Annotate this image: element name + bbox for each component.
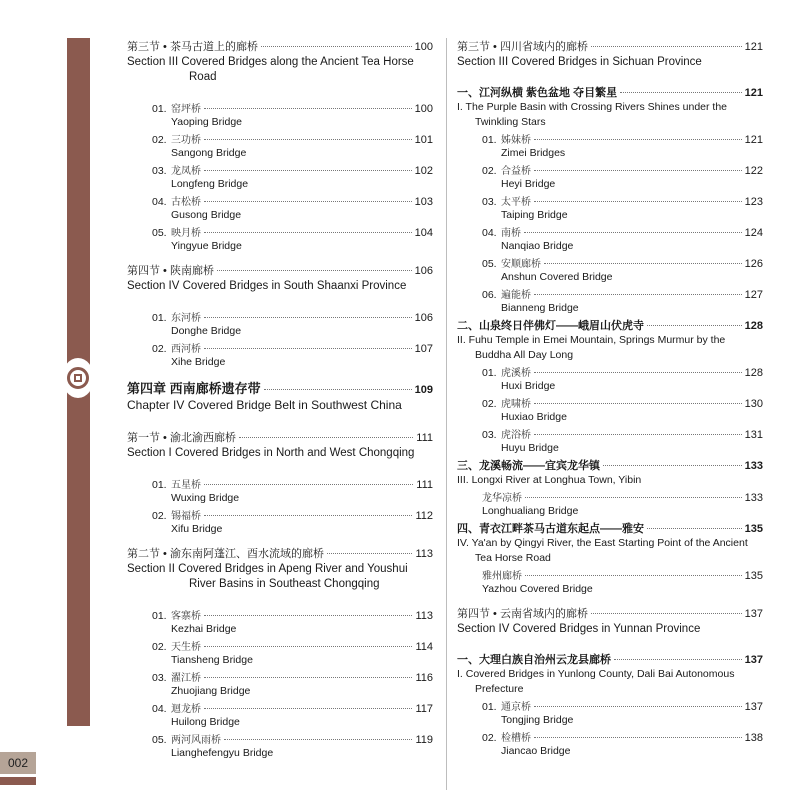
toc-entry-header [152, 507, 433, 522]
entry-page-number: 107 [414, 343, 433, 355]
dot-leader [647, 528, 742, 529]
dot-leader [204, 232, 412, 233]
section-heading [457, 38, 763, 54]
dot-leader [217, 270, 412, 271]
section-block[interactable] [127, 545, 433, 761]
entry-title-cn: 龙华凉桥 [482, 493, 522, 504]
toc-item-list [457, 567, 763, 597]
toc-entry-header [482, 426, 763, 441]
section-block[interactable] [457, 38, 763, 597]
toc-entry[interactable] [482, 193, 763, 223]
toc-entry-header [152, 476, 433, 491]
entry-number: 05. [152, 227, 167, 239]
section-heading [127, 545, 433, 561]
dot-leader [544, 263, 742, 264]
entry-number: 04. [152, 703, 167, 715]
dot-leader [204, 348, 412, 349]
toc-entry[interactable] [482, 224, 763, 254]
toc-entry[interactable] [482, 286, 763, 316]
toc-entry[interactable] [152, 162, 433, 192]
entry-title-cn: 雅州廊桥 [482, 571, 522, 582]
toc-entry-header [152, 309, 433, 324]
entry-title-en: Kezhai Bridge [171, 623, 237, 635]
entry-title-en: Yingyue Bridge [171, 240, 242, 252]
toc-entry-header [152, 638, 433, 653]
toc-entry[interactable] [482, 162, 763, 192]
entry-title-cn: 姊妹桥 [501, 135, 531, 146]
section-heading [457, 605, 763, 621]
entry-number: 02. [482, 165, 497, 177]
toc-entry-header [482, 729, 763, 744]
dot-leader [534, 139, 742, 140]
entry-page-number: 106 [414, 312, 433, 324]
dot-leader [534, 706, 742, 707]
entry-title-en: Taiping Bridge [501, 209, 568, 221]
entry-title-cn: 映月桥 [171, 228, 201, 239]
dot-leader [534, 434, 742, 435]
toc-right-column [457, 38, 763, 767]
entry-title-en: Huilong Bridge [171, 716, 240, 728]
section-title-en: Section II Covered Bridges in Apeng River and Youshui River Basins in Southeast Chongqing [127, 563, 408, 590]
dot-leader [239, 437, 413, 438]
toc-entry[interactable] [152, 476, 433, 506]
entry-page-number: 112 [415, 510, 433, 522]
entry-title-cn: 两河风雨桥 [171, 735, 221, 746]
entry-page-number: 128 [744, 367, 763, 379]
toc-item-list [127, 100, 433, 254]
entry-title-en: Anshun Covered Bridge [501, 271, 613, 283]
subsection-title-en: I. The Purple Basin with Crossing Rivers Shines under the Twinkling Stars [457, 101, 728, 128]
section-title-en: Section III Covered Bridges along the Ancient Tea Horse Road [127, 56, 414, 83]
entry-title-cn: 客寨桥 [171, 611, 201, 622]
entry-title-en: Gusong Bridge [171, 209, 242, 221]
entry-page-number: 121 [744, 134, 763, 146]
entry-title-cn: 天生桥 [171, 642, 201, 653]
entry-title-en: Zhuojiang Bridge [171, 685, 251, 697]
toc-entry[interactable] [482, 698, 763, 728]
page-number: 002 [0, 752, 36, 774]
toc-entry-header [482, 162, 763, 177]
toc-entry-header [482, 224, 763, 239]
dot-leader [591, 613, 742, 614]
entry-number: 02. [152, 134, 167, 146]
dot-leader [261, 46, 412, 47]
toc-entry-header [482, 364, 763, 379]
section-title-en: Section IV Covered Bridges in Yunnan Province [457, 623, 701, 635]
entry-title-en: Yaoping Bridge [171, 116, 243, 128]
chapter-page-number: 109 [414, 384, 433, 396]
subsection-heading [457, 457, 763, 473]
toc-item-list [457, 698, 763, 759]
entry-page-number: 137 [744, 701, 763, 713]
entry-page-number: 111 [416, 479, 433, 491]
dot-leader [647, 325, 742, 326]
entry-number: 01. [152, 103, 167, 115]
subsection-block[interactable] [457, 520, 763, 597]
entry-page-number: 119 [415, 734, 433, 746]
entry-number: 02. [482, 398, 497, 410]
entry-number: 01. [482, 134, 497, 146]
entry-page-number: 101 [414, 134, 433, 146]
entry-number: 01. [482, 701, 497, 713]
dot-leader [204, 317, 412, 318]
section-block[interactable] [457, 605, 763, 759]
entry-number: 04. [152, 196, 167, 208]
section-title-cn: 第二节 • 渝东南阿蓬江、酉水流域的廊桥 [127, 548, 324, 560]
entry-title-cn: 虎溪桥 [501, 368, 531, 379]
entry-title-cn: 太平桥 [501, 197, 531, 208]
toc-entry[interactable] [152, 309, 433, 339]
dot-leader [204, 139, 412, 140]
toc-entry-header [152, 100, 433, 115]
entry-title-cn: 通京桥 [501, 702, 531, 713]
entry-title-en: Heyi Bridge [501, 178, 556, 190]
subsection-block[interactable] [457, 651, 763, 759]
subsection-heading [457, 520, 763, 536]
entry-title-en: Nanqiao Bridge [501, 240, 574, 252]
toc-entry[interactable] [152, 131, 433, 161]
toc-entry-header [482, 286, 763, 301]
toc-item-list [127, 476, 433, 537]
toc-left-column [127, 38, 433, 769]
dot-leader [204, 515, 412, 516]
subsection-block[interactable] [457, 457, 763, 519]
entry-page-number: 117 [415, 703, 433, 715]
entry-number: 02. [482, 732, 497, 744]
column-divider [446, 38, 447, 790]
toc-entry[interactable] [152, 340, 433, 370]
subsection-title-cn: 三、龙溪畅流——宜宾龙华镇 [457, 460, 600, 472]
dot-leader [525, 575, 742, 576]
entry-title-en: Lianghefengyu Bridge [171, 747, 274, 759]
toc-entry-header [482, 567, 763, 582]
entry-number: 03. [152, 165, 167, 177]
entry-title-cn: 古松桥 [171, 197, 201, 208]
dot-leader [204, 484, 413, 485]
toc-entry[interactable] [482, 131, 763, 161]
toc-entry-header [152, 131, 433, 146]
entry-title-en: Zimei Bridges [501, 147, 566, 159]
dot-leader [204, 677, 412, 678]
entry-title-cn: 检槽桥 [501, 733, 531, 744]
entry-title-en: Longhualiang Bridge [482, 505, 579, 517]
dot-leader [204, 615, 412, 616]
entry-page-number: 133 [744, 492, 763, 504]
entry-title-en: Xihe Bridge [171, 356, 226, 368]
section-block[interactable] [127, 262, 433, 370]
toc-item-list [457, 489, 763, 519]
entry-title-en: Jiancao Bridge [501, 745, 571, 757]
section-title-en: Section IV Covered Bridges in South Shaanxi Province [127, 280, 407, 292]
entry-page-number: 123 [744, 196, 763, 208]
toc-entry[interactable] [152, 607, 433, 637]
subsection-title-en: IV. Ya'an by Qingyi River, the East Starting Point of the Ancient Tea Horse Road [457, 537, 748, 564]
section-heading [127, 262, 433, 278]
dot-leader [204, 201, 412, 202]
dot-leader [204, 108, 412, 109]
subsection-title-cn: 一、大理白族自治州云龙县廊桥 [457, 654, 611, 666]
entry-title-cn: 安顺廊桥 [501, 259, 541, 270]
entry-page-number: 103 [414, 196, 433, 208]
dot-leader [603, 465, 742, 466]
dot-leader [264, 389, 412, 390]
subsection-page-number: 133 [744, 460, 763, 472]
entry-title-en: Tiansheng Bridge [171, 654, 253, 666]
section-title-cn: 第四节 • 云南省域内的廊桥 [457, 608, 588, 620]
entry-title-cn: 南桥 [501, 228, 521, 239]
entry-page-number: 126 [744, 258, 763, 270]
toc-entry-header [482, 489, 763, 504]
dot-leader [591, 46, 742, 47]
entry-number: 01. [482, 367, 497, 379]
section-page-number: 106 [414, 265, 433, 277]
dot-leader [620, 92, 742, 93]
toc-entry-header [152, 731, 433, 746]
entry-page-number: 130 [744, 398, 763, 410]
entry-title-en: Huxiao Bridge [501, 411, 567, 423]
entry-title-cn: 濯江桥 [171, 673, 201, 684]
entry-number: 02. [152, 510, 167, 522]
entry-title-cn: 窑坪桥 [171, 104, 201, 115]
section-page-number: 113 [415, 548, 433, 560]
section-title-en: Section I Covered Bridges in North and West Chongqing [127, 447, 415, 459]
entry-title-cn: 虎啸桥 [501, 399, 531, 410]
entry-number: 03. [482, 429, 497, 441]
entry-number: 01. [152, 479, 167, 491]
subsection-title-en: III. Longxi River at Longhua Town, Yibin [457, 474, 642, 486]
entry-title-en: Yazhou Covered Bridge [482, 583, 593, 595]
entry-number: 03. [482, 196, 497, 208]
subsection-heading [457, 84, 763, 100]
section-title-cn: 第四节 • 陕南廊桥 [127, 265, 214, 277]
entry-title-cn: 合益桥 [501, 166, 531, 177]
toc-entry[interactable] [482, 395, 763, 425]
entry-page-number: 131 [744, 429, 763, 441]
entry-title-cn: 五星桥 [171, 480, 201, 491]
dot-leader [534, 403, 742, 404]
toc-entry[interactable] [152, 193, 433, 223]
toc-entry-header [152, 340, 433, 355]
section-title-cn: 第一节 • 渝北渝西廊桥 [127, 432, 236, 444]
entry-title-cn: 龙凤桥 [171, 166, 201, 177]
entry-number: 06. [482, 289, 497, 301]
subsection-block[interactable] [457, 84, 763, 316]
toc-entry-header [482, 698, 763, 713]
section-page-number: 121 [744, 41, 763, 53]
toc-entry-header [152, 193, 433, 208]
entry-number: 05. [152, 734, 167, 746]
entry-title-cn: 锡福桥 [171, 511, 201, 522]
dot-leader [524, 232, 742, 233]
dot-leader [525, 497, 742, 498]
toc-item-list [127, 309, 433, 370]
toc-entry-header [152, 162, 433, 177]
toc-entry[interactable] [482, 567, 763, 597]
toc-entry[interactable] [152, 700, 433, 730]
toc-entry[interactable] [482, 729, 763, 759]
toc-entry[interactable] [152, 224, 433, 254]
entry-title-cn: 东河桥 [171, 313, 201, 324]
entry-page-number: 124 [744, 227, 763, 239]
entry-number: 01. [152, 610, 167, 622]
subsection-page-number: 121 [744, 87, 763, 99]
section-title-en: Section III Covered Bridges in Sichuan Province [457, 56, 702, 68]
entry-title-cn: 三功桥 [171, 135, 201, 146]
entry-title-en: Sangong Bridge [171, 147, 247, 159]
dot-leader [327, 553, 412, 554]
entry-page-number: 135 [744, 570, 763, 582]
section-title-cn: 第三节 • 四川省域内的廊桥 [457, 41, 588, 53]
entry-title-en: Donghe Bridge [171, 325, 242, 337]
entry-page-number: 113 [415, 610, 433, 622]
entry-number: 01. [152, 312, 167, 324]
section-heading [127, 38, 433, 54]
toc-entry[interactable] [152, 638, 433, 668]
dot-leader [204, 170, 412, 171]
entry-number: 02. [152, 343, 167, 355]
entry-page-number: 138 [744, 732, 763, 744]
toc-entry-header [152, 224, 433, 239]
section-title-cn: 第三节 • 茶马古道上的廊桥 [127, 41, 258, 53]
toc-entry[interactable] [482, 489, 763, 519]
toc-entry-header [152, 607, 433, 622]
entry-title-en: Bianneng Bridge [501, 302, 579, 314]
dot-leader [534, 201, 742, 202]
bottom-bar [0, 777, 36, 785]
dot-leader [224, 739, 412, 740]
entry-title-en: Wuxing Bridge [171, 492, 240, 504]
entry-title-cn: 迴龙桥 [171, 704, 201, 715]
dot-leader [614, 659, 742, 660]
entry-page-number: 127 [744, 289, 763, 301]
toc-entry[interactable] [482, 426, 763, 456]
entry-number: 05. [482, 258, 497, 270]
toc-entry-header [152, 669, 433, 684]
subsection-page-number: 137 [744, 654, 763, 666]
entry-number: 02. [152, 641, 167, 653]
subsection-title-en: II. Fuhu Temple in Emei Mountain, Springs Murmur by the Buddha All Day Long [457, 334, 726, 361]
entry-page-number: 116 [415, 672, 433, 684]
dot-leader [534, 372, 742, 373]
subsection-title-cn: 二、山泉终日伴佛灯——峨眉山伏虎寺 [457, 320, 644, 332]
entry-title-cn: 遍能桥 [501, 290, 531, 301]
entry-number: 03. [152, 672, 167, 684]
toc-entry[interactable] [152, 100, 433, 130]
entry-page-number: 114 [415, 641, 433, 653]
section-page-number: 100 [414, 41, 433, 53]
subsection-title-cn: 四、青衣江畔茶马古道东起点——雅安 [457, 523, 644, 535]
dot-leader [204, 646, 412, 647]
section-heading [127, 429, 433, 445]
entry-page-number: 122 [744, 165, 763, 177]
chapter-title-en: Chapter IV Covered Bridge Belt in Southwest China [127, 398, 402, 412]
toc-entry[interactable] [152, 507, 433, 537]
subsection-page-number: 135 [744, 523, 763, 535]
section-block[interactable] [127, 429, 433, 537]
section-block[interactable] [127, 38, 433, 254]
toc-entry[interactable] [482, 364, 763, 394]
subsection-block[interactable] [457, 317, 763, 456]
toc-entry[interactable] [152, 669, 433, 699]
entry-page-number: 104 [414, 227, 433, 239]
toc-entry-header [482, 131, 763, 146]
dot-leader [534, 737, 742, 738]
section-page-number: 111 [416, 432, 433, 444]
dot-leader [534, 294, 742, 295]
toc-entry-header [482, 395, 763, 410]
chapter-block[interactable] [127, 378, 433, 413]
chapter-heading [127, 378, 433, 397]
dot-leader [204, 708, 412, 709]
entry-title-cn: 虎浴桥 [501, 430, 531, 441]
entry-title-en: Xifu Bridge [171, 523, 223, 535]
toc-entry[interactable] [152, 731, 433, 761]
subsection-title-en: I. Covered Bridges in Yunlong County, Dali Bai Autonomous Prefecture [457, 668, 735, 695]
subsection-heading [457, 651, 763, 667]
subsection-title-cn: 一、江河纵横 紫色盆地 夺目繁星 [457, 87, 618, 99]
entry-page-number: 102 [414, 165, 433, 177]
dot-leader [534, 170, 742, 171]
toc-item-list [457, 364, 763, 456]
entry-title-en: Tongjing Bridge [501, 714, 574, 726]
chapter-title-cn: 第四章 西南廊桥遗存带 [127, 381, 261, 396]
entry-title-en: Huyu Bridge [501, 442, 559, 454]
toc-entry-header [482, 193, 763, 208]
subsection-heading [457, 317, 763, 333]
subsection-page-number: 128 [744, 320, 763, 332]
entry-page-number: 100 [414, 103, 433, 115]
entry-title-cn: 西河桥 [171, 344, 201, 355]
entry-title-en: Huxi Bridge [501, 380, 556, 392]
section-page-number: 137 [744, 608, 763, 620]
toc-entry[interactable] [482, 255, 763, 285]
ornament-icon [62, 358, 94, 398]
toc-entry-header [152, 700, 433, 715]
toc-entry-header [482, 255, 763, 270]
entry-number: 04. [482, 227, 497, 239]
entry-title-en: Longfeng Bridge [171, 178, 249, 190]
toc-item-list [127, 607, 433, 761]
toc-item-list [457, 131, 763, 316]
